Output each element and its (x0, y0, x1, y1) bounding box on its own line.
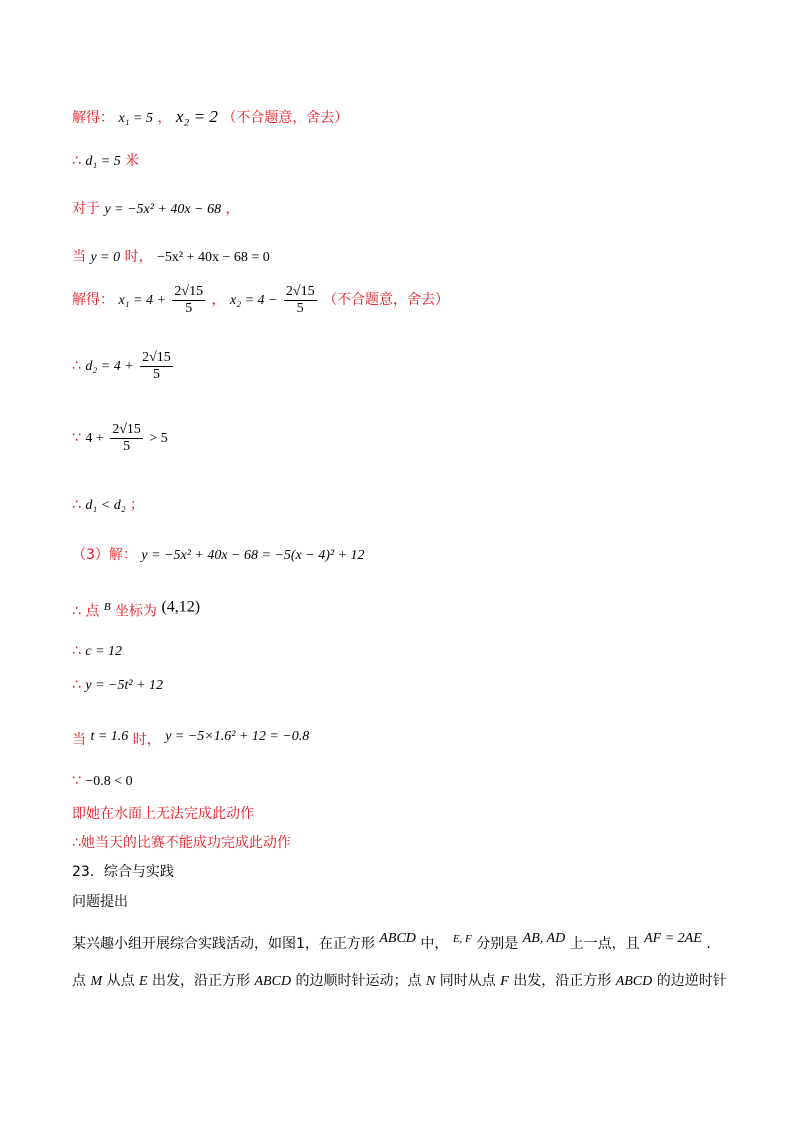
prefix: 对于 (72, 201, 100, 217)
prefix: 当 (72, 732, 86, 748)
inequality: −0.8 < 0 (85, 774, 133, 789)
denominator: 5 (123, 438, 131, 454)
problem-text-line-2 (72, 972, 727, 991)
solution-line-14 (72, 772, 133, 791)
prefix: （3）解： (72, 547, 137, 563)
rhs: > 5 (149, 431, 168, 446)
variable: ABCD (615, 974, 653, 989)
separator: ， (211, 292, 226, 308)
fraction (110, 422, 143, 455)
fraction (284, 284, 317, 317)
text: 出发，沿正方形 (513, 973, 612, 989)
coordinate: (4,12) (161, 598, 201, 616)
text: 从点 (106, 973, 135, 989)
variable: ABCD (379, 931, 416, 946)
solution-line-2 (72, 152, 139, 171)
numerator: 2√15 (112, 421, 141, 437)
variable: ABCD (254, 974, 292, 989)
text: 同时从点 (439, 973, 496, 989)
variable: AF = 2AE (644, 931, 702, 946)
equation: y = −5x² + 40x − 68 = −5(x − 4)² + 12 (141, 548, 365, 563)
numerator: 2√15 (285, 283, 315, 299)
text: 的边顺时针运动；点 (295, 973, 422, 989)
text: 坐标为 (115, 603, 158, 620)
denominator: 5 (152, 366, 160, 382)
lhs: 4 + (85, 431, 104, 446)
solution-line-8 (72, 496, 144, 515)
denominator: 5 (185, 300, 193, 316)
separator: ， (157, 110, 172, 126)
unit: 米 (125, 153, 140, 169)
fraction (140, 350, 173, 383)
text: 上一点，且 (569, 936, 640, 952)
solution-line-12 (72, 676, 163, 695)
therefore-symbol: ∴ (72, 153, 81, 169)
therefore-symbol: ∴ (72, 603, 81, 620)
variable: E (139, 974, 148, 989)
text: . (706, 936, 711, 952)
prefix: 解得： (72, 292, 114, 308)
fraction (172, 284, 205, 317)
text: 的边逆时针 (656, 973, 727, 989)
numerator: 2√15 (174, 283, 204, 299)
lhs: x₁ = 4 + (118, 293, 166, 308)
variable: AB, AD (522, 931, 566, 946)
solution-line-6 (72, 348, 175, 385)
equation: −5x² + 40x − 68 = 0 (157, 250, 270, 265)
question-heading: 23．综合与实践 (72, 864, 174, 880)
equation: y = −5t² + 12 (85, 678, 164, 693)
note: （不合题意，舍去） (323, 292, 450, 308)
solution-line-1 (72, 108, 348, 128)
text: 出发，沿正方形 (152, 973, 251, 989)
mid-text: 时， (124, 249, 153, 265)
note: （不合题意，舍去） (222, 110, 349, 126)
therefore-symbol: ∴ (72, 497, 81, 513)
variable: E, F (452, 933, 472, 945)
mid-text: 时， (132, 732, 161, 748)
text: 中， (420, 936, 449, 952)
equation: x₂ = 2 (175, 107, 218, 126)
variable: B (103, 601, 111, 613)
variable: M (90, 974, 103, 989)
lhs: x₂ = 4 − (229, 293, 278, 308)
final-conclusion-line: ∴她当天的比赛不能成功完成此动作 (72, 835, 291, 851)
suffix: ， (225, 201, 240, 217)
therefore-symbol: ∴ (72, 677, 81, 693)
text: 点 (72, 973, 86, 989)
solution-line-11 (72, 642, 122, 661)
equation: d₁ < d₂ (85, 498, 126, 513)
prefix: 解得： (72, 110, 114, 126)
denominator: 5 (296, 300, 304, 316)
equation: x₁ = 5 (118, 111, 153, 126)
solution-line-7 (72, 420, 168, 457)
prefix: 当 (72, 249, 86, 265)
text: 分别是 (476, 936, 519, 952)
therefore-symbol: ∴ (72, 643, 81, 659)
solution-line-5 (72, 282, 449, 319)
equation: y = −5×1.6² + 12 = −0.8 (165, 729, 310, 744)
numerator: 2√15 (142, 349, 171, 365)
section-heading: 问题提出 (72, 894, 128, 910)
text: 某兴趣小组开展综合实践活动，如图1，在正方形 (72, 936, 375, 952)
because-symbol: ∵ (72, 430, 81, 446)
conclusion-line: 即她在水面上无法完成此动作 (72, 806, 254, 822)
because-symbol: ∵ (72, 773, 81, 789)
solution-line-4 (72, 248, 270, 267)
text: 点 (85, 603, 100, 620)
equation: c = 12 (85, 644, 123, 659)
solution-line-3 (72, 200, 240, 219)
suffix: ； (130, 497, 145, 513)
problem-text-line-1 (72, 930, 711, 953)
variable: N (425, 974, 436, 989)
condition: t = 1.6 (90, 729, 129, 744)
variable: F (500, 974, 509, 989)
equation: d₁ = 5 (85, 154, 121, 169)
equation: y = −5x² + 40x − 68 (104, 202, 222, 217)
condition: y = 0 (90, 250, 121, 265)
lhs: d₂ = 4 + (85, 359, 134, 374)
solution-line-9 (72, 546, 365, 565)
therefore-symbol: ∴ (72, 358, 81, 374)
solution-line-13 (72, 728, 309, 749)
solution-line-10 (72, 598, 200, 621)
